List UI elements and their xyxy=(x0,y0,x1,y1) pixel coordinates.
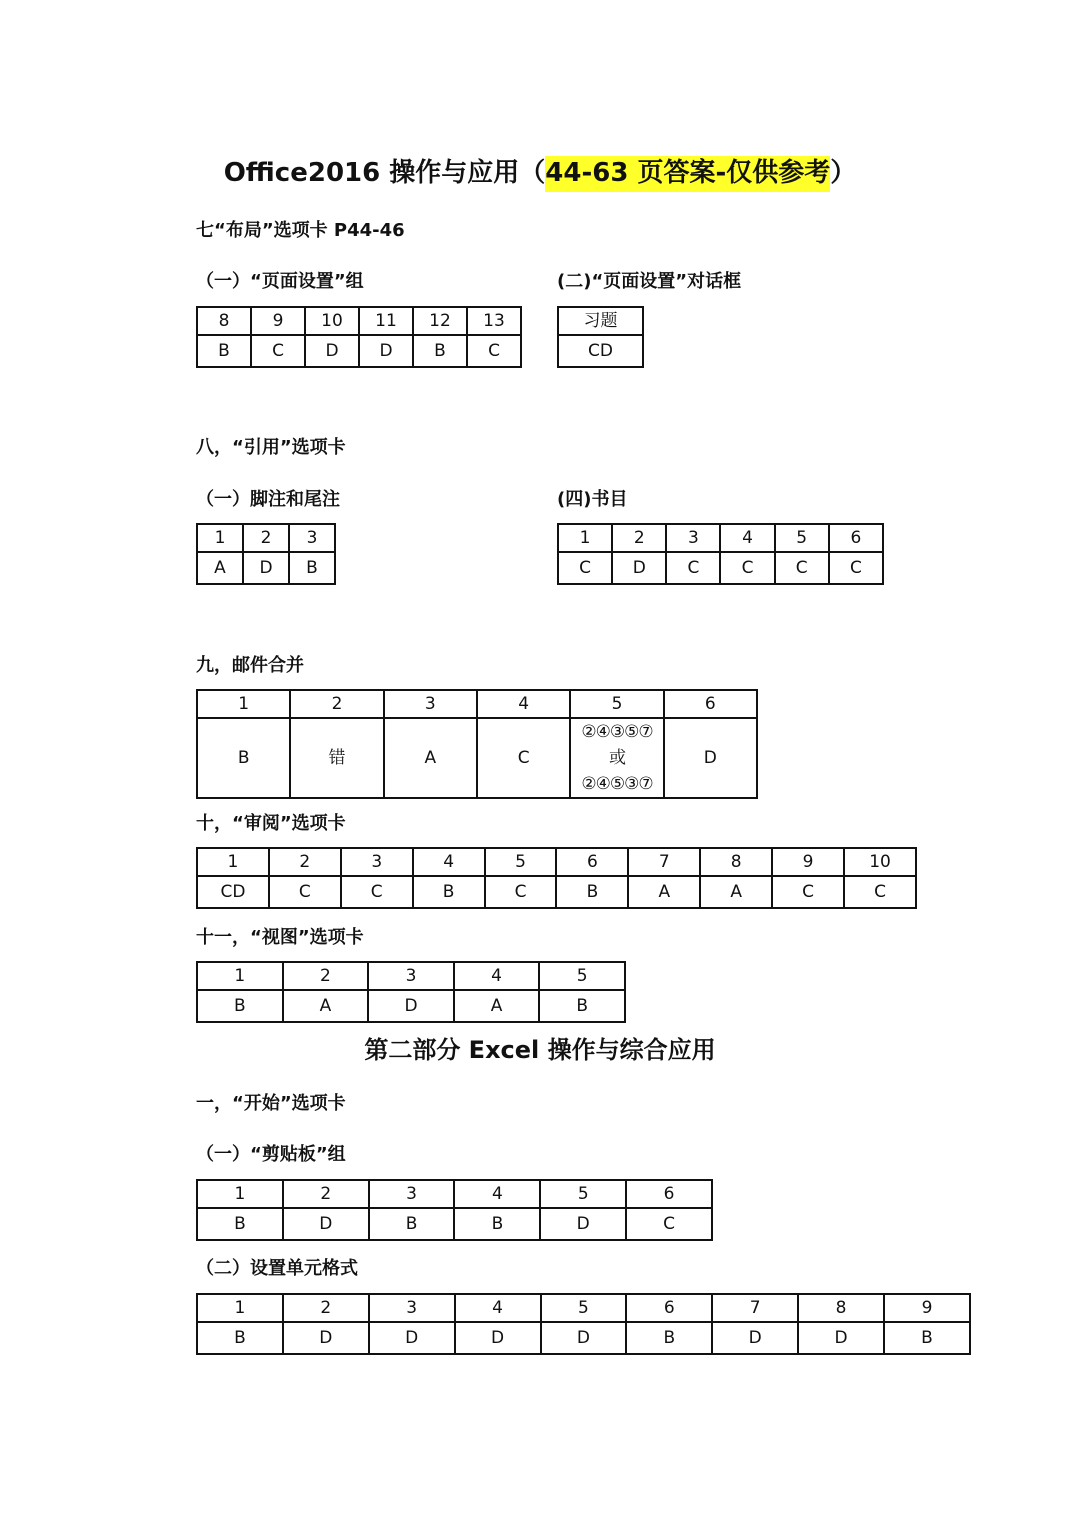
question-number-cell: 5 xyxy=(539,962,625,990)
question-number-cell: 6 xyxy=(626,1180,712,1208)
answer-cell: D xyxy=(243,552,289,584)
answer-cell: D xyxy=(712,1322,798,1354)
question-row xyxy=(197,1294,970,1322)
answer-cell: C xyxy=(269,876,341,908)
answer-cell: A xyxy=(197,552,243,584)
section-references-heading: 八，“引用”选项卡 xyxy=(196,437,346,458)
answer-cell: B xyxy=(197,1208,283,1240)
answer-table-page-setup-group xyxy=(196,306,522,368)
question-row xyxy=(197,1180,712,1208)
answer-cell: C xyxy=(829,552,883,584)
answer-cell: C xyxy=(477,718,570,798)
question-number-cell: 10 xyxy=(844,848,916,876)
answer-cell: D xyxy=(359,335,413,367)
answer-row xyxy=(558,335,643,367)
answer-cell: D xyxy=(664,718,757,798)
answer-cell: B xyxy=(289,552,335,584)
question-number-cell: 3 xyxy=(289,524,335,552)
question-number-cell: 11 xyxy=(359,307,413,335)
question-row xyxy=(197,962,625,990)
question-number-cell: 4 xyxy=(477,690,570,718)
subsection-page-setup-dialog: (二)“页面设置”对话框 xyxy=(557,271,742,292)
answer-cell: A xyxy=(283,990,369,1022)
answer-cell: A xyxy=(384,718,477,798)
answer-table-footnotes xyxy=(196,523,336,585)
question-number-cell: 5 xyxy=(540,1180,626,1208)
question-number-cell: 2 xyxy=(283,962,369,990)
question-number-cell: 4 xyxy=(720,524,774,552)
answer-cell: A xyxy=(628,876,700,908)
answer-table-clipboard xyxy=(196,1179,713,1241)
question-number-cell: 1 xyxy=(558,524,612,552)
question-row xyxy=(558,524,883,552)
question-number-cell: 3 xyxy=(341,848,413,876)
answer-cell: C xyxy=(720,552,774,584)
answer-cell: D xyxy=(283,1208,369,1240)
subsection-bibliography: (四)书目 xyxy=(557,489,628,510)
answer-cell: A xyxy=(700,876,772,908)
answer-cell xyxy=(570,718,663,798)
question-number-cell: 1 xyxy=(197,524,243,552)
question-number-cell: 1 xyxy=(197,962,283,990)
answer-cell: C xyxy=(844,876,916,908)
answer-cell: D xyxy=(368,990,454,1022)
question-number-cell: 10 xyxy=(305,307,359,335)
question-number-cell: 3 xyxy=(369,1180,455,1208)
subsection-page-setup-group: （一）“页面设置”组 xyxy=(196,271,364,292)
question-number-cell: 5 xyxy=(775,524,829,552)
answer-row xyxy=(197,335,521,367)
question-number-cell: 1 xyxy=(197,848,269,876)
answer-cell: B xyxy=(626,1322,712,1354)
question-number-cell: 12 xyxy=(413,307,467,335)
answer-cell: B xyxy=(197,990,283,1022)
answer-row xyxy=(197,552,335,584)
answer-cell: A xyxy=(454,990,540,1022)
question-number-cell: 9 xyxy=(772,848,844,876)
answer-sequence-line: ②④⑤③⑦ xyxy=(581,774,653,794)
subsection-clipboard: （一）“剪贴板”组 xyxy=(196,1144,346,1165)
question-number-cell: 1 xyxy=(197,1294,283,1322)
answer-row xyxy=(197,990,625,1022)
question-number-cell: 2 xyxy=(612,524,666,552)
answer-cell: B xyxy=(556,876,628,908)
question-number-cell: 3 xyxy=(384,690,477,718)
part2-title: 第二部分 Excel 操作与综合应用 xyxy=(364,1036,716,1064)
question-row xyxy=(197,307,521,335)
answer-row xyxy=(197,1322,970,1354)
question-number-cell: 1 xyxy=(197,690,290,718)
question-number-cell: 5 xyxy=(570,690,663,718)
question-number-cell: 7 xyxy=(628,848,700,876)
answer-cell: C xyxy=(666,552,720,584)
question-number-cell: 2 xyxy=(243,524,289,552)
subsection-footnotes: （一）脚注和尾注 xyxy=(196,489,340,510)
answer-cell: D xyxy=(612,552,666,584)
section-mail-merge-heading: 九，邮件合并 xyxy=(196,655,304,676)
question-number-cell: 3 xyxy=(368,962,454,990)
question-number-cell: 5 xyxy=(485,848,557,876)
question-number-cell: 8 xyxy=(798,1294,884,1322)
answer-sequence-line: 或 xyxy=(608,748,625,768)
section-view-heading: 十一，“视图”选项卡 xyxy=(196,927,364,948)
answer-cell: C xyxy=(558,552,612,584)
answer-cell: B xyxy=(197,335,251,367)
question-number-cell: 2 xyxy=(283,1180,369,1208)
page-title xyxy=(0,152,1080,189)
answer-cell: D xyxy=(798,1322,884,1354)
question-number-cell: 8 xyxy=(197,307,251,335)
section-review-heading: 十，“审阅”选项卡 xyxy=(196,813,346,834)
answer-cell: B xyxy=(197,1322,283,1354)
question-number-cell: 2 xyxy=(269,848,341,876)
answer-cell: CD xyxy=(197,876,269,908)
answer-row xyxy=(197,718,757,798)
answer-cell: B xyxy=(884,1322,970,1354)
answer-cell: C xyxy=(341,876,413,908)
question-number-cell: 6 xyxy=(664,690,757,718)
question-number-cell: 2 xyxy=(283,1294,369,1322)
answer-cell: C xyxy=(772,876,844,908)
answer-table-page-setup-dialog xyxy=(557,306,644,368)
answer-row xyxy=(197,1208,712,1240)
answer-cell: C xyxy=(626,1208,712,1240)
question-number-cell: 习题 xyxy=(558,307,643,335)
answer-cell: D xyxy=(369,1322,455,1354)
answer-cell: B xyxy=(413,876,485,908)
question-number-cell: 4 xyxy=(413,848,485,876)
question-number-cell: 3 xyxy=(666,524,720,552)
answer-cell: D xyxy=(540,1208,626,1240)
answer-cell: D xyxy=(455,1322,541,1354)
section-home-heading: 一，“开始”选项卡 xyxy=(196,1093,346,1114)
section-layout-heading: 七“布局”选项卡 P44-46 xyxy=(196,220,405,241)
question-number-cell: 4 xyxy=(455,1294,541,1322)
answer-cell: B xyxy=(539,990,625,1022)
answer-cell: B xyxy=(454,1208,540,1240)
answer-table-cell-format xyxy=(196,1293,971,1355)
title-prefix: Office2016 操作与应用（ xyxy=(223,158,546,188)
question-number-cell: 4 xyxy=(454,1180,540,1208)
answer-cell: B xyxy=(369,1208,455,1240)
answer-cell: D xyxy=(305,335,359,367)
answer-cell: C xyxy=(467,335,521,367)
title-suffix: ） xyxy=(830,158,857,188)
subsection-cell-format: （二）设置单元格式 xyxy=(196,1258,358,1279)
question-number-cell: 6 xyxy=(556,848,628,876)
question-row xyxy=(197,524,335,552)
question-number-cell: 2 xyxy=(290,690,383,718)
answer-row xyxy=(558,552,883,584)
question-number-cell: 6 xyxy=(829,524,883,552)
question-number-cell: 7 xyxy=(712,1294,798,1322)
answer-sequence-line: ②④③⑤⑦ xyxy=(581,722,653,742)
answer-cell: D xyxy=(541,1322,627,1354)
question-number-cell: 5 xyxy=(541,1294,627,1322)
answer-cell: B xyxy=(197,718,290,798)
answer-table-bibliography xyxy=(557,523,884,585)
question-number-cell: 9 xyxy=(884,1294,970,1322)
question-number-cell: 13 xyxy=(467,307,521,335)
title-highlight: 44-63 页答案-仅供参考 xyxy=(545,156,830,192)
answer-cell: C xyxy=(485,876,557,908)
answer-row xyxy=(197,876,916,908)
question-number-cell: 1 xyxy=(197,1180,283,1208)
answer-cell: B xyxy=(413,335,467,367)
question-number-cell: 4 xyxy=(454,962,540,990)
question-number-cell: 6 xyxy=(626,1294,712,1322)
answer-cell: C xyxy=(775,552,829,584)
question-row xyxy=(558,307,643,335)
question-row xyxy=(197,690,757,718)
answer-table-mail-merge xyxy=(196,689,758,799)
answer-cell: D xyxy=(283,1322,369,1354)
question-number-cell: 9 xyxy=(251,307,305,335)
question-number-cell: 3 xyxy=(369,1294,455,1322)
answer-cell: 错 xyxy=(290,718,383,798)
answer-cell: CD xyxy=(558,335,643,367)
answer-cell: C xyxy=(251,335,305,367)
answer-table-view xyxy=(196,961,626,1023)
answer-table-review xyxy=(196,847,917,909)
question-number-cell: 8 xyxy=(700,848,772,876)
question-row xyxy=(197,848,916,876)
